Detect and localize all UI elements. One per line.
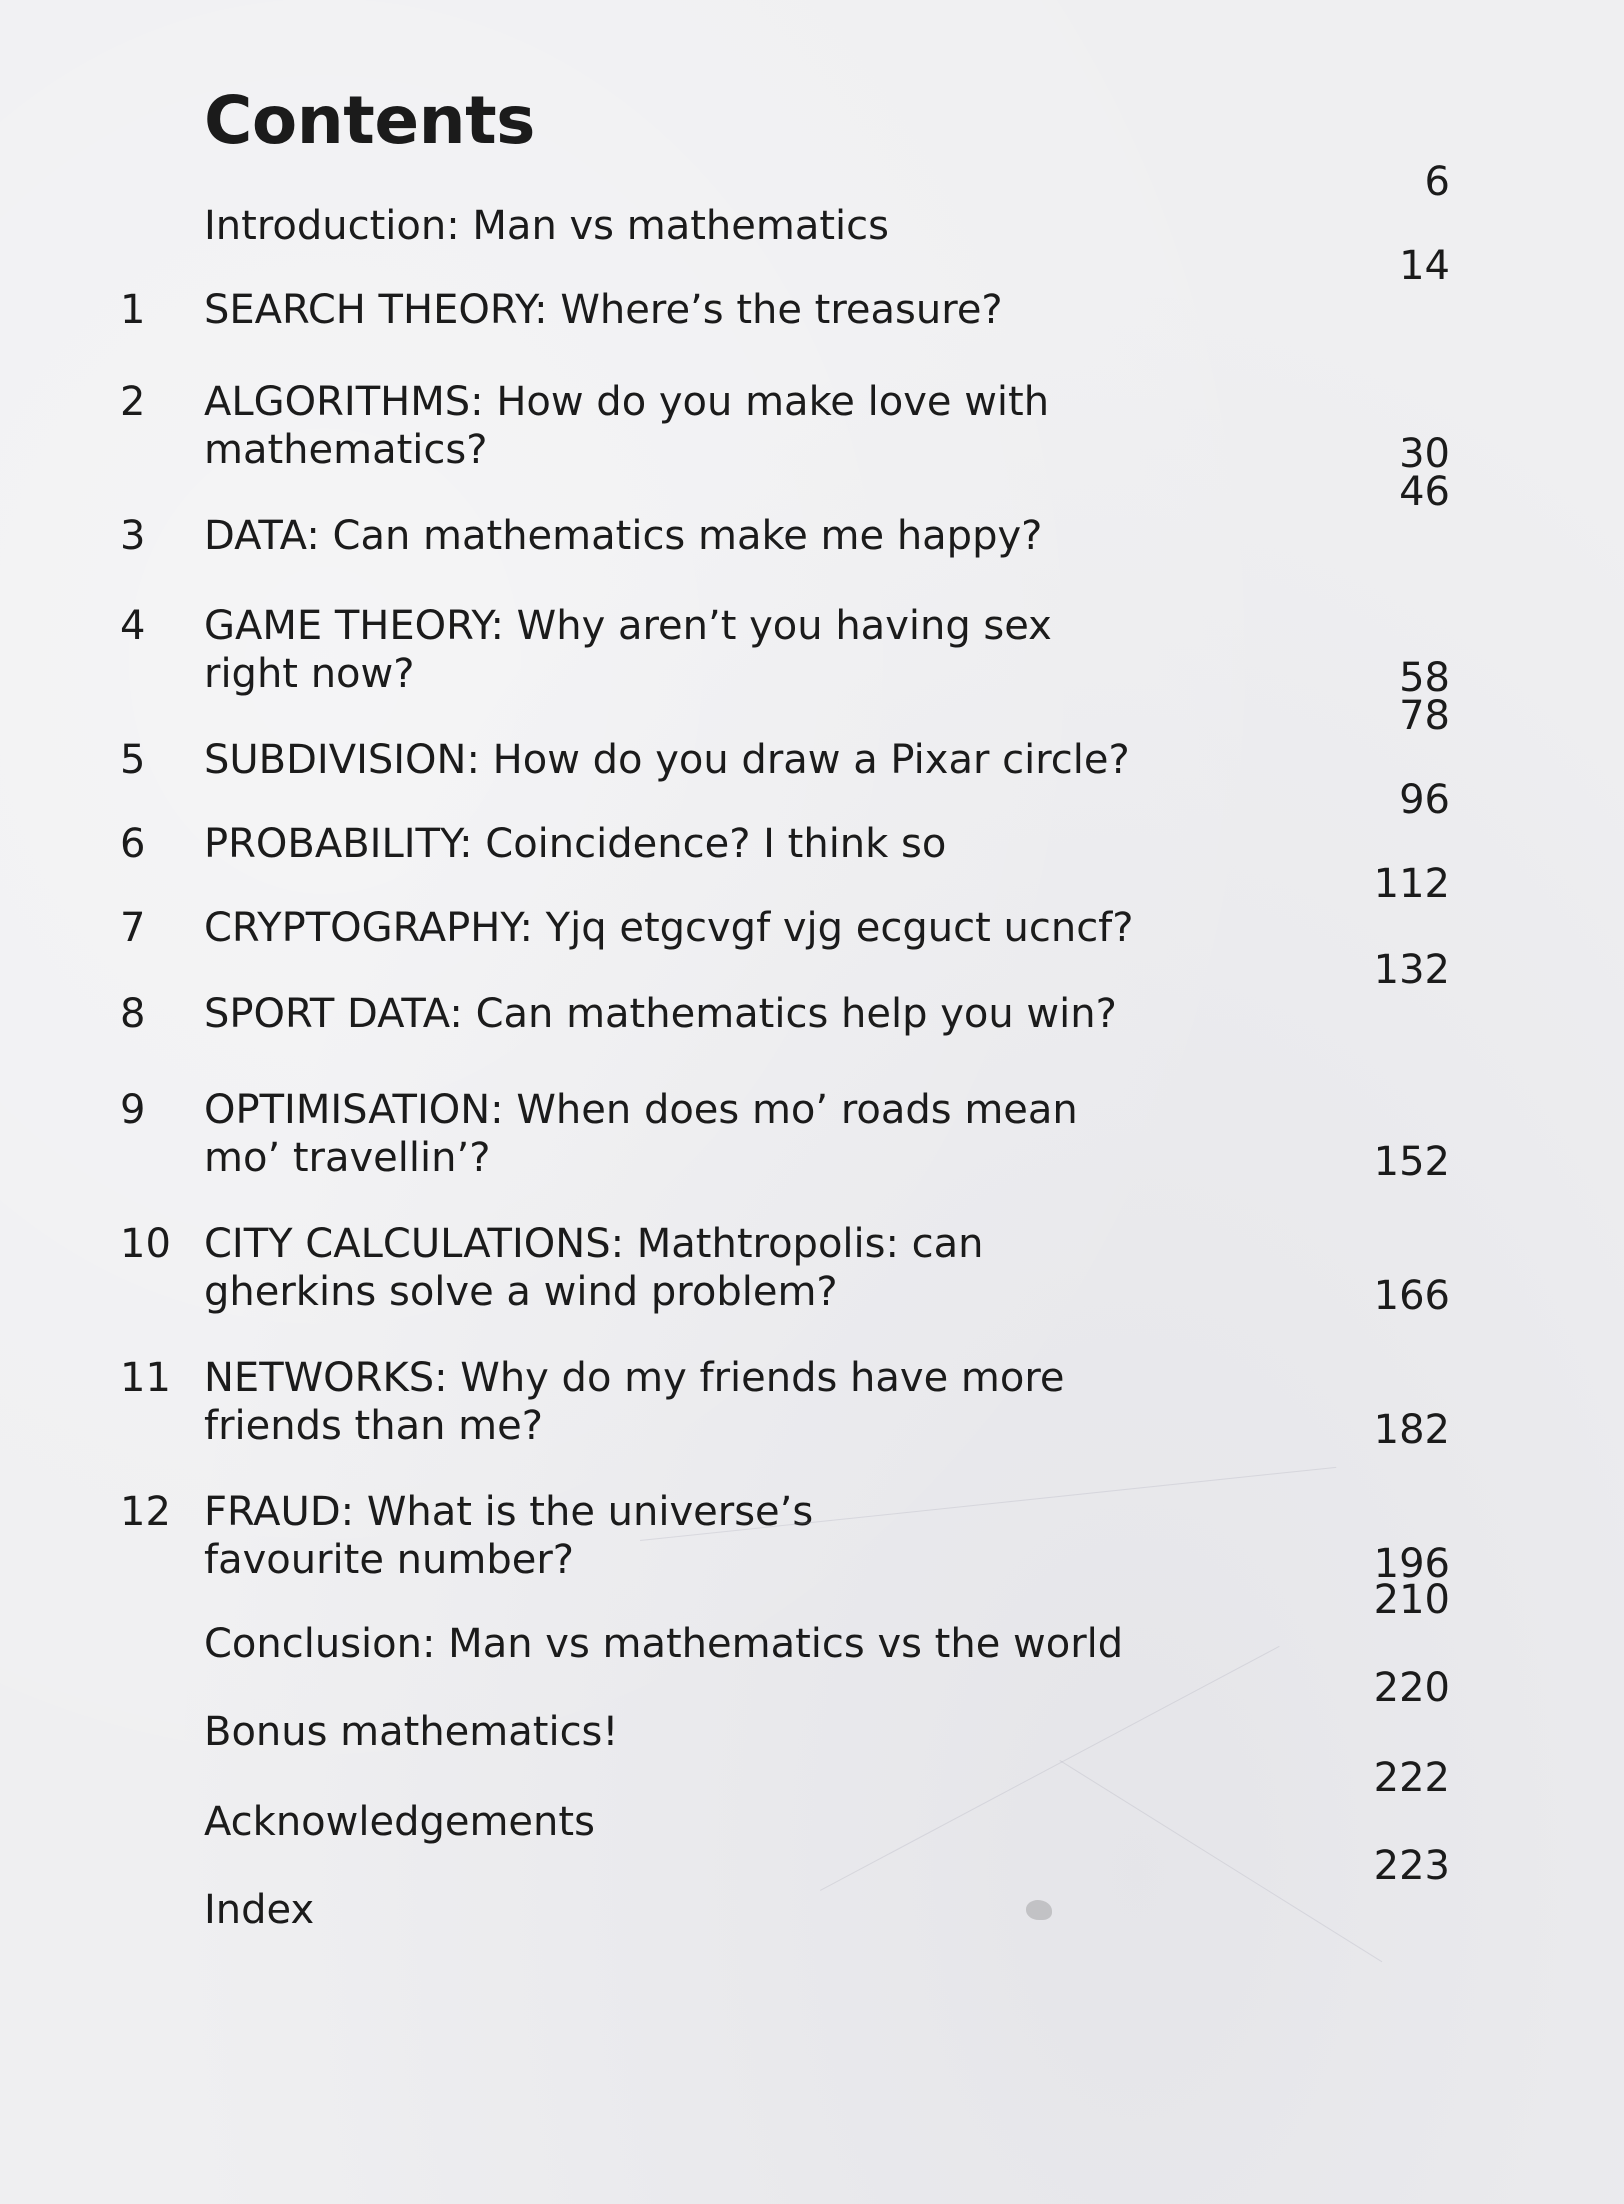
page-number: 6 [1424,159,1450,205]
chapter-title: FRAUD: What is the universe’s favourite number? [204,1489,814,1583]
page-number: 210 [1373,1577,1450,1623]
page-number: 196 [1373,1541,1450,1587]
chapter-title: Bonus mathematics! [204,1709,619,1755]
chapter-title: PROBABILITY: Coincidence? I think so [204,821,947,867]
page-number: 14 [1399,243,1450,289]
chapter-number: 7 [120,905,146,951]
chapter-title: SPORT DATA: Can mathematics help you win? [204,991,1117,1037]
chapter-title: CRYPTOGRAPHY: Yjq etgcvgf vjg ecguct ucncf? [204,905,1134,951]
page-number: 112 [1373,861,1450,907]
toc-entry-chapter-12 [120,1488,1450,1587]
chapter-title: OPTIMISATION: When does mo’ roads mean mo’ travellin’? [204,1087,1078,1181]
contents-heading: Contents [204,82,535,159]
page-number: 223 [1373,1843,1450,1889]
chapter-number: 2 [120,379,146,425]
page-number: 220 [1373,1665,1450,1711]
chapter-title: Index [204,1887,315,1933]
chapter-number: 5 [120,737,146,783]
chapter-number: 12 [120,1489,171,1535]
chapter-number: 11 [120,1355,171,1401]
page-number: 30 [1399,431,1450,477]
page-number: 182 [1373,1407,1450,1453]
page-number: 222 [1373,1755,1450,1801]
chapter-number: 6 [120,821,146,867]
chapter-title: ALGORITHMS: How do you make love with mathematics? [204,379,1050,473]
page-number: 152 [1373,1139,1450,1185]
chapter-title: SEARCH THEORY: Where’s the treasure? [204,287,1003,333]
toc-entry-chapter-2 [120,378,1450,477]
toc-entry-chapter-11 [120,1354,1450,1453]
paper-speck [1026,1900,1052,1920]
page-number: 132 [1373,947,1450,993]
chapter-title: DATA: Can mathematics make me happy? [204,513,1043,559]
chapter-number: 1 [120,287,146,333]
page-number: 58 [1399,655,1450,701]
toc-entry-chapter-10 [120,1220,1450,1319]
page-number: 46 [1399,469,1450,515]
page-number: 166 [1373,1273,1450,1319]
page-number: 78 [1399,693,1450,739]
chapter-title: Acknowledgements [204,1799,595,1845]
chapter-number: 4 [120,603,146,649]
toc-entry-chapter-9 [120,1086,1450,1185]
chapter-number: 3 [120,513,146,559]
page-number: 96 [1399,777,1450,823]
chapter-number: 9 [120,1087,146,1133]
toc-entry-chapter-4 [120,602,1450,701]
chapter-title: Conclusion: Man vs mathematics vs the world [204,1621,1124,1667]
chapter-number: 8 [120,991,146,1037]
chapter-title: NETWORKS: Why do my friends have more friends than me? [204,1355,1065,1449]
chapter-title: SUBDIVISION: How do you draw a Pixar circle? [204,737,1130,783]
chapter-title: CITY CALCULATIONS: Mathtropolis: can gherkins solve a wind problem? [204,1221,984,1315]
chapter-title: Introduction: Man vs mathematics [204,203,889,249]
chapter-number: 10 [120,1221,171,1267]
chapter-title: GAME THEORY: Why aren’t you having sex right now? [204,603,1052,697]
